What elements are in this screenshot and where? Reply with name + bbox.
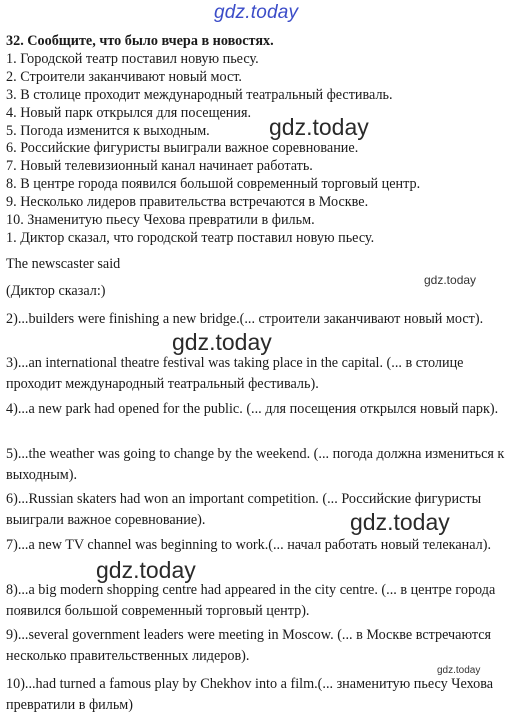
answer-intro-translation: (Диктор сказал:) (6, 283, 106, 299)
answer-paragraph: 5)...the weather was going to change by the weekend. (... погода должна измениться к выходным). (6, 446, 505, 483)
task-title: 32. Сообщите, что было вчера в новостях. (6, 33, 274, 49)
watermark-small-1: gdz.today (424, 273, 477, 287)
task-item: 5. Погода изменится к выходным. (6, 122, 210, 139)
task-item: 2. Строители заканчивают новый мост. (6, 68, 242, 85)
answer-paragraph: 7)...a new TV channel was beginning to work.(... начал работать новый телеканал). (6, 537, 492, 553)
watermark-small-2: gdz.today (437, 665, 481, 676)
task-item: 9. Несколько лидеров правительства встречаются в Москве. (6, 194, 369, 211)
task-item: 4. Новый парк открылся для посещения. (6, 104, 252, 121)
answer-paragraph: 3)...an international theatre festival was taking place in the capital. (... в столице проходит международный театральный фестиваль). (6, 355, 464, 392)
answer-intro: The newscaster said (6, 256, 121, 272)
watermark-mid-2: gdz.today (172, 329, 272, 355)
watermark-mid-3: gdz.today (350, 509, 450, 535)
watermark-mid-4: gdz.today (96, 557, 196, 583)
task-item: 10. Знаменитую пьесу Чехова превратили в фильм. (6, 212, 315, 229)
answer-paragraph: 4)...a new park had opened for the public. (... для посещения открылся новый парк). (6, 401, 499, 417)
answer-paragraph: 10)...had turned a famous play by Chekhov into a film.(... знаменитую пьесу Чехова превратили в фильм) (6, 676, 494, 713)
watermark-mid-1: gdz.today (269, 114, 369, 140)
task-item: 3. В столице проходит международный театральный фестиваль. (6, 86, 393, 103)
answer-paragraph: 2)...builders were finishing a new bridge.(... строители заканчивают новый мост). (6, 311, 484, 327)
task-item: 6. Российские фигуристы выиграли важное соревнование. (6, 140, 359, 157)
answer-paragraph: 9)...several government leaders were meeting in Moscow. (... в Москве встречаются несколько правительственных лидеров). (6, 627, 492, 664)
answer-paragraph: 6)...Russian skaters had won an important competition. (... Российские фигуристы выиграли важное соревнование). (6, 491, 482, 528)
task-block (6, 33, 511, 248)
watermark-top: gdz.today (214, 2, 299, 23)
task-item: 1. Городской театр поставил новую пьесу. (6, 50, 259, 67)
task-item: 8. В центре города появился большой современный торговый центр. (6, 176, 421, 193)
answer-paragraph: 8)...a big modern shopping centre had appeared in the city centre. (... в центре города появился большой современный торговый центр). (6, 582, 496, 619)
answer-item-1: 1. Диктор сказал, что городской театр поставил новую пьесу. (6, 229, 375, 246)
task-item: 7. Новый телевизионный канал начинает работать. (6, 158, 313, 175)
